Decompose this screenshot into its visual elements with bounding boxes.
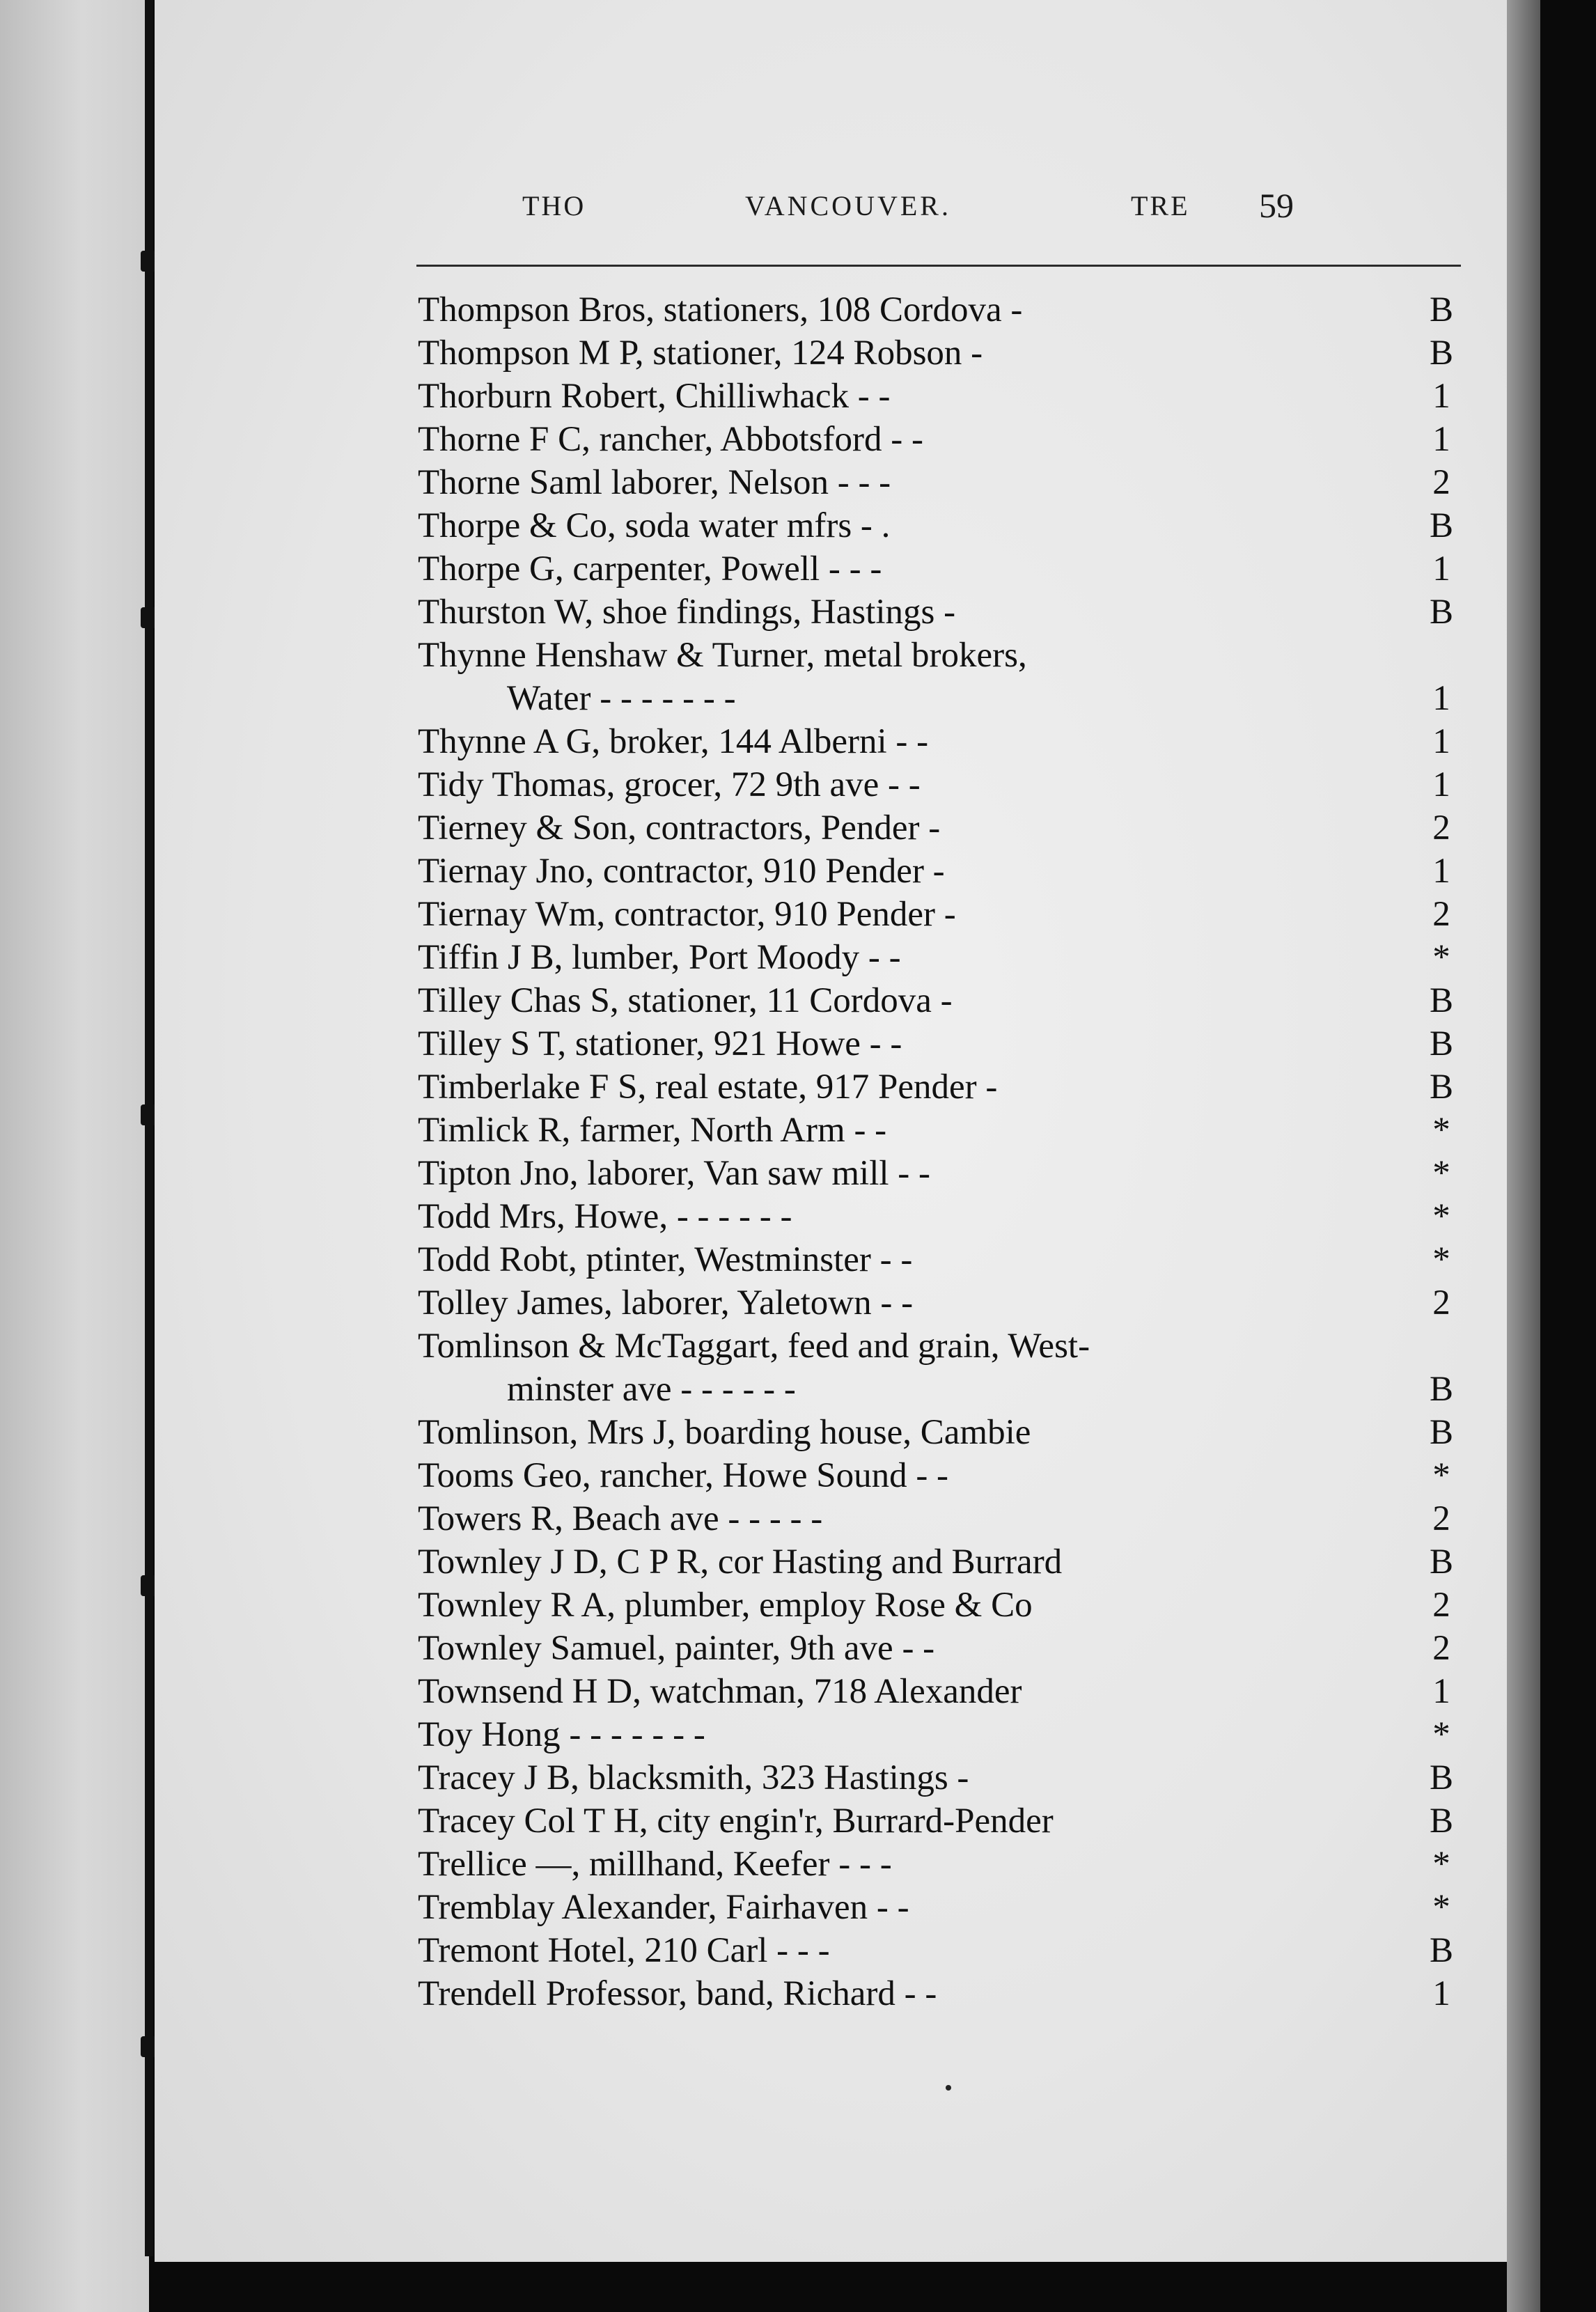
entry-text: Townley Samuel, painter, 9th ave - - [418, 1629, 935, 1668]
directory-entry [418, 1065, 1476, 1109]
entry-directory-code: 1 [1432, 852, 1450, 891]
directory-entry [418, 331, 1476, 375]
entry-directory-code: 2 [1432, 1629, 1450, 1668]
entry-directory-code: B [1429, 1024, 1454, 1063]
entry-directory-code: 2 [1432, 809, 1450, 848]
left-guide-word: THO [522, 190, 586, 221]
directory-entry [418, 1756, 1476, 1799]
entry-text: Thompson Bros, stationers, 108 Cordova - [418, 290, 1023, 329]
entry-directory-code: 1 [1432, 1672, 1450, 1711]
entry-directory-code: 2 [1432, 1283, 1450, 1322]
entry-text: Townley J D, C P R, cor Hasting and Burrard [418, 1542, 1063, 1581]
directory-entry [418, 720, 1476, 763]
directory-entry [418, 1109, 1476, 1152]
entry-directory-code: B [1429, 1802, 1454, 1841]
entry-text: Tomlinson & McTaggart, feed and grain, West- [418, 1327, 1090, 1366]
entry-directory-code: * [1432, 1456, 1450, 1495]
entry-text: Tidy Thomas, grocer, 72 9th ave - - [418, 765, 921, 804]
entry-text: Tremblay Alexander, Fairhaven - - [418, 1888, 909, 1927]
entry-text: Tooms Geo, rancher, Howe Sound - - [418, 1456, 949, 1495]
entry-directory-code: 2 [1432, 895, 1450, 934]
directory-entry [418, 1152, 1476, 1195]
directory-entry [418, 1929, 1476, 1972]
directory-entry [418, 806, 1476, 850]
entry-text: Townley R A, plumber, employ Rose & Co [418, 1586, 1033, 1625]
binding-thread [145, 0, 153, 2256]
directory-entry [418, 893, 1476, 936]
facing-page-edge [0, 0, 149, 2312]
entry-directory-code: 2 [1432, 1586, 1450, 1625]
directory-entry [418, 418, 1476, 461]
directory-entry [418, 1799, 1476, 1843]
directory-entry [418, 1713, 1476, 1756]
directory-entry [418, 677, 1476, 720]
entry-directory-code: * [1432, 1197, 1450, 1236]
entry-text: Todd Mrs, Howe, - - - - - - [418, 1197, 792, 1236]
entry-text: Timberlake F S, real estate, 917 Pender - [418, 1068, 998, 1107]
entry-directory-code: * [1432, 1888, 1450, 1927]
entry-text: Thorne F C, rancher, Abbotsford - - [418, 420, 923, 459]
entry-text: Water - - - - - - - [507, 679, 736, 718]
entry-text: Tiernay Wm, contractor, 910 Pender - [418, 895, 956, 934]
entry-text: Tolley James, laborer, Yaletown - - [418, 1283, 914, 1322]
entry-directory-code: 1 [1432, 1974, 1450, 2013]
entry-directory-code: 1 [1432, 549, 1450, 588]
header-rule [416, 265, 1461, 267]
directory-entry [418, 1670, 1476, 1713]
directory-entry [418, 547, 1476, 591]
entry-directory-code: * [1432, 1240, 1450, 1279]
directory-entry [418, 1972, 1476, 2015]
directory-entry [418, 1411, 1476, 1454]
entry-text: Thompson M P, stationer, 124 Robson - [418, 334, 983, 373]
entry-text: Toy Hong - - - - - - - [418, 1715, 705, 1754]
directory-entry-wrapped [418, 1325, 1476, 1368]
entry-text: Todd Robt, ptinter, Westminster - - [418, 1240, 913, 1279]
directory-entry [418, 1454, 1476, 1497]
directory-entry [418, 1540, 1476, 1584]
entry-directory-code: B [1429, 1758, 1454, 1797]
entry-text: Trendell Professor, band, Richard - - [418, 1974, 937, 2013]
directory-entry [418, 1281, 1476, 1325]
directory-entry [418, 763, 1476, 806]
directory-entry [418, 1195, 1476, 1238]
entry-text: Tipton Jno, laborer, Van saw mill - - [418, 1154, 931, 1193]
entry-directory-code: B [1429, 506, 1454, 545]
entry-directory-code: * [1432, 1845, 1450, 1884]
entry-text: Thorne Saml laborer, Nelson - - - [418, 463, 891, 502]
directory-entry [418, 1368, 1476, 1411]
entry-directory-code: B [1429, 1068, 1454, 1107]
entry-directory-code: B [1429, 593, 1454, 632]
entry-directory-code: * [1432, 1715, 1450, 1754]
entry-directory-code: B [1429, 290, 1454, 329]
entry-text: Thorpe G, carpenter, Powell - - - [418, 549, 882, 588]
right-guide-word: TRE [1131, 190, 1190, 221]
entry-text: Trellice —, millhand, Keefer - - - [418, 1845, 892, 1884]
directory-entry [418, 1843, 1476, 1886]
directory-entry [418, 1497, 1476, 1540]
directory-entry [418, 288, 1476, 331]
entry-directory-code: B [1429, 981, 1454, 1020]
ink-speck [946, 2085, 951, 2091]
entry-text: Tracey J B, blacksmith, 323 Hastings - [418, 1758, 969, 1797]
entry-text: Thynne Henshaw & Turner, metal brokers, [418, 636, 1027, 675]
entry-text: Thynne A G, broker, 144 Alberni - - [418, 722, 929, 761]
page-bottom-edge [155, 2262, 1507, 2312]
page-number: 59 [1259, 186, 1294, 225]
entry-text: minster ave - - - - - - [507, 1370, 796, 1409]
page-edge-shadow [1507, 0, 1540, 2312]
page-title: VANCOUVER. [745, 190, 951, 221]
entry-directory-code: B [1429, 1370, 1454, 1409]
directory-page [155, 0, 1507, 2262]
entry-text: Thorpe & Co, soda water mfrs - . [418, 506, 891, 545]
directory-entry [418, 375, 1476, 418]
entry-directory-code: B [1429, 1931, 1454, 1970]
directory-entry [418, 1238, 1476, 1281]
entry-directory-code: 1 [1432, 420, 1450, 459]
directory-entry [418, 1584, 1476, 1627]
entry-directory-code: 1 [1432, 377, 1450, 416]
entry-text: Thorburn Robert, Chilliwhack - - [418, 377, 891, 416]
entry-text: Timlick R, farmer, North Arm - - [418, 1111, 887, 1150]
entry-text: Thurston W, shoe findings, Hastings - [418, 593, 956, 632]
entry-directory-code: B [1429, 334, 1454, 373]
directory-entry [418, 461, 1476, 504]
entry-text: Townsend H D, watchman, 718 Alexander [418, 1672, 1022, 1711]
entry-directory-code: 2 [1432, 463, 1450, 502]
entry-directory-code: 1 [1432, 679, 1450, 718]
directory-entry [418, 1022, 1476, 1065]
entry-text: Tierney & Son, contractors, Pender - [418, 809, 941, 848]
entry-text: Tilley S T, stationer, 921 Howe - - [418, 1024, 902, 1063]
entry-text: Tracey Col T H, city engin'r, Burrard-Pender [418, 1802, 1054, 1841]
directory-entry-wrapped [418, 634, 1476, 677]
entry-directory-code: * [1432, 938, 1450, 977]
directory-entries [418, 288, 1476, 2015]
entry-text: Tiffin J B, lumber, Port Moody - - [418, 938, 901, 977]
entry-directory-code: * [1432, 1111, 1450, 1150]
running-head [155, 186, 1507, 231]
entry-text: Tomlinson, Mrs J, boarding house, Cambie [418, 1413, 1031, 1452]
entry-directory-code: 2 [1432, 1499, 1450, 1538]
directory-entry [418, 936, 1476, 979]
entry-directory-code: B [1429, 1542, 1454, 1581]
directory-entry [418, 591, 1476, 634]
entry-directory-code: B [1429, 1413, 1454, 1452]
directory-entry [418, 979, 1476, 1022]
directory-entry [418, 504, 1476, 547]
entry-text: Tiernay Jno, contractor, 910 Pender - [418, 852, 945, 891]
directory-entry [418, 1627, 1476, 1670]
entry-text: Towers R, Beach ave - - - - - [418, 1499, 823, 1538]
entry-text: Tilley Chas S, stationer, 11 Cordova - [418, 981, 953, 1020]
directory-entry [418, 850, 1476, 893]
directory-entry [418, 1886, 1476, 1929]
entry-directory-code: 1 [1432, 765, 1450, 804]
entry-directory-code: * [1432, 1154, 1450, 1193]
entry-directory-code: 1 [1432, 722, 1450, 761]
entry-text: Tremont Hotel, 210 Carl - - - [418, 1931, 830, 1970]
